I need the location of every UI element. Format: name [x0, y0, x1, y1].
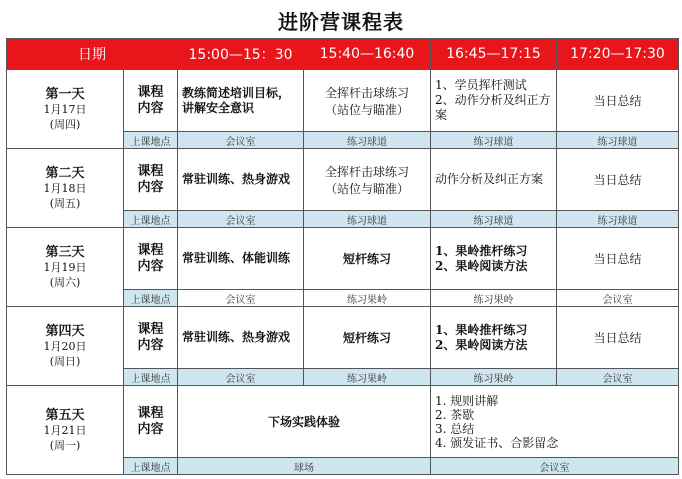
course-cell: 教练简述培训目标，讲解安全意识	[178, 70, 304, 132]
location-cell: 会议室	[178, 369, 304, 386]
header-slot-1: 15:00—15：30	[178, 39, 304, 70]
location-cell: 会议室	[178, 211, 304, 228]
location-label: 上课地点	[124, 132, 178, 149]
location-cell: 练习球道	[431, 132, 557, 149]
location-cell: 会议室	[178, 290, 304, 307]
day-weekday: (周四)	[49, 117, 81, 131]
schedule-table	[6, 38, 679, 475]
day-name: 第三天	[45, 244, 85, 260]
location-cell: 会议室	[431, 458, 679, 475]
day-name: 第一天	[45, 86, 85, 102]
location-cell: 会议室	[557, 290, 679, 307]
location-label: 上课地点	[124, 458, 178, 475]
day-4-content-row	[7, 307, 679, 369]
course-cell: 短杆练习	[304, 228, 431, 290]
location-cell: 练习球道	[557, 211, 679, 228]
day-date: 1月21日	[43, 423, 87, 437]
day-date: 1月18日	[43, 181, 87, 195]
day-weekday: (周五)	[49, 196, 81, 210]
location-cell: 练习果岭	[304, 369, 431, 386]
course-cell: 全挥杆击球练习 （站位与瞄准）	[304, 70, 431, 132]
location-cell: 会议室	[557, 369, 679, 386]
day-5-content-row	[7, 386, 679, 458]
location-label: 上课地点	[124, 290, 178, 307]
day-5-cell	[7, 386, 124, 475]
header-slot-3: 16:45—17:15	[431, 39, 557, 70]
course-cell: 1、学员挥杆测试 2、动作分析及纠正方案	[431, 70, 557, 132]
course-label: 课程 内容	[124, 149, 178, 211]
location-cell: 练习球道	[557, 132, 679, 149]
header-date: 日期	[7, 39, 178, 70]
day-1-content-row	[7, 70, 679, 132]
location-cell: 练习球道	[431, 211, 557, 228]
course-cell: 常驻训练、体能训练	[178, 228, 304, 290]
day-3-content-row	[7, 228, 679, 290]
location-cell: 练习球道	[304, 132, 431, 149]
day-1-cell	[7, 70, 124, 149]
header-row	[7, 39, 679, 70]
course-cell: 当日总结	[557, 228, 679, 290]
location-label: 上课地点	[124, 369, 178, 386]
day-name: 第四天	[45, 323, 85, 339]
course-cell: 1、果岭推杆练习 2、果岭阅读方法	[431, 228, 557, 290]
day-weekday: (周日)	[49, 354, 81, 368]
day-2-content-row	[7, 149, 679, 211]
course-cell: 常驻训练、热身游戏	[178, 149, 304, 211]
course-cell: 短杆练习	[304, 307, 431, 369]
course-label: 课程 内容	[124, 386, 178, 458]
day-date: 1月19日	[43, 260, 87, 274]
day-date: 1月20日	[43, 339, 87, 353]
day-weekday: (周一)	[49, 438, 81, 452]
course-cell: 1、果岭推杆练习 2、果岭阅读方法	[431, 307, 557, 369]
course-cell: 常驻训练、热身游戏	[178, 307, 304, 369]
day-weekday: (周六)	[49, 275, 81, 289]
course-cell: 1. 规则讲解 2. 茶歇 3. 总结 4. 颁发证书、合影留念	[431, 386, 679, 458]
course-cell: 全挥杆击球练习 （站位与瞄准）	[304, 149, 431, 211]
location-cell: 练习球道	[304, 211, 431, 228]
header-slot-2: 15:40—16:40	[304, 39, 431, 70]
day-3-cell	[7, 228, 124, 307]
page-title: 进阶营课程表	[278, 10, 404, 34]
course-label: 课程 内容	[124, 228, 178, 290]
location-cell: 球场	[178, 458, 431, 475]
day-2-cell	[7, 149, 124, 228]
course-label: 课程 内容	[124, 307, 178, 369]
course-cell: 当日总结	[557, 149, 679, 211]
course-cell: 下场实践体验	[178, 386, 431, 458]
day-4-cell	[7, 307, 124, 386]
location-cell: 练习果岭	[431, 290, 557, 307]
header-slot-4: 17:20—17:30	[557, 39, 679, 70]
course-label: 课程 内容	[124, 70, 178, 132]
location-label: 上课地点	[124, 211, 178, 228]
location-cell: 练习果岭	[431, 369, 557, 386]
day-name: 第二天	[45, 165, 85, 181]
day-name: 第五天	[45, 407, 85, 423]
course-cell: 动作分析及纠正方案	[431, 149, 557, 211]
course-cell: 当日总结	[557, 307, 679, 369]
day-date: 1月17日	[43, 102, 87, 116]
location-cell: 会议室	[178, 132, 304, 149]
location-cell: 练习果岭	[304, 290, 431, 307]
course-cell: 当日总结	[557, 70, 679, 132]
